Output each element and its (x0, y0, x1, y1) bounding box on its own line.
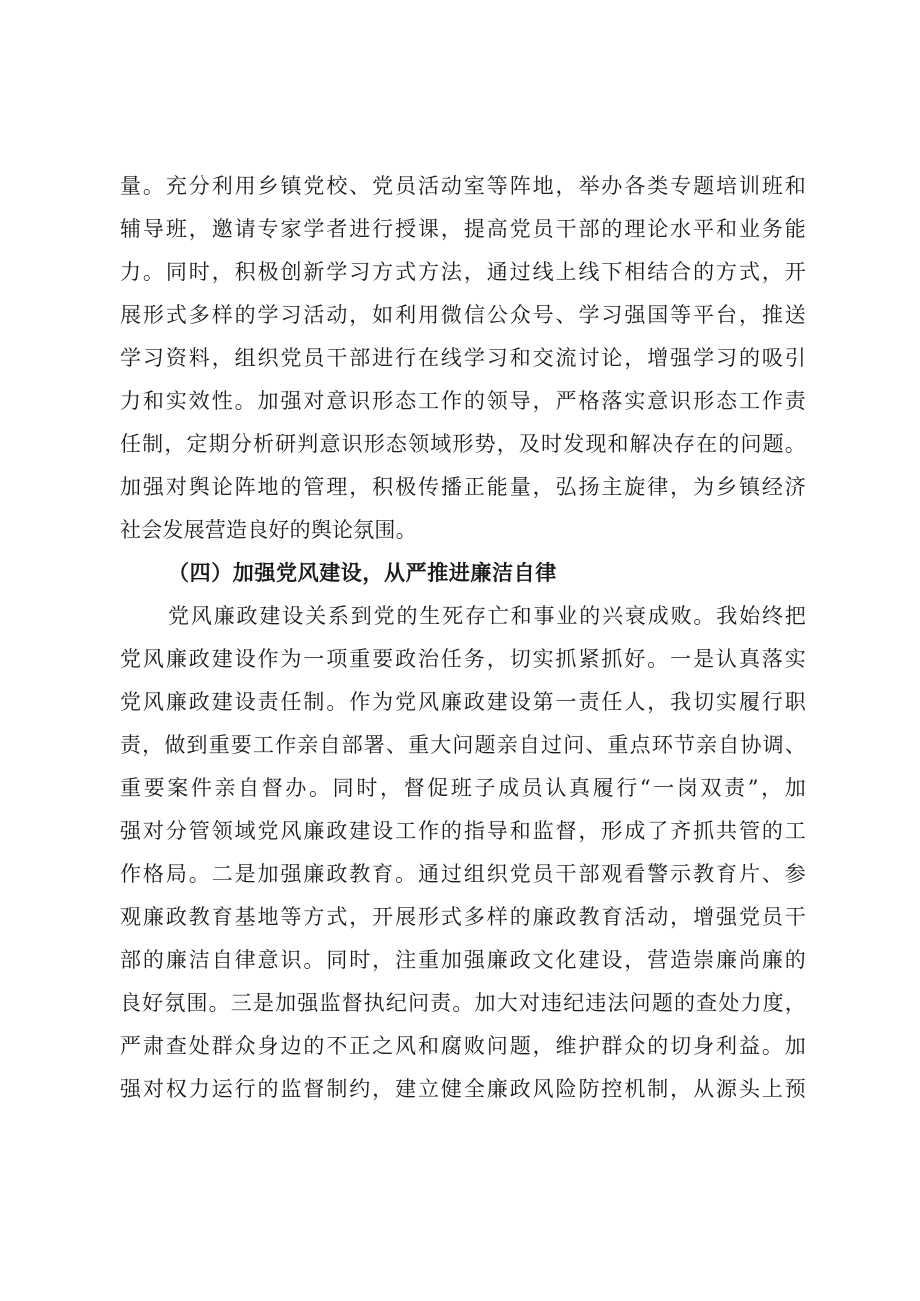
paragraph-line: 严肃查处群众身边的不正之风和腐败问题，维护群众的切身利益。加 (120, 1034, 806, 1058)
paragraph-line: 加强对舆论阵地的管理，积极传播正能量，弘扬主旋律，为乡镇经济 (120, 475, 806, 499)
paragraph-line: 良好氛围。三是加强监督执纪问责。加大对违纪违法问题的查处力度， (120, 991, 806, 1015)
paragraph-line: 辅导班，邀请专家学者进行授课，提高党员干部的理论水平和业务能 (120, 217, 806, 241)
paragraph-line: 作格局。二是加强廉政教育。通过组织党员干部观看警示教育片、参 (120, 862, 806, 886)
paragraph-line: 力和实效性。加强对意识形态工作的领导，严格落实意识形态工作责 (120, 389, 806, 413)
paragraph-line: 党风廉政建设作为一项重要政治任务，切实抓紧抓好。一是认真落实 (120, 647, 806, 671)
paragraph-line: 量。充分利用乡镇党校、党员活动室等阵地，举办各类专题培训班和 (120, 174, 806, 198)
paragraph-line: 党风廉政建设关系到党的生死存亡和事业的兴衰成败。我始终把 (168, 604, 806, 628)
paragraph-line: 任制，定期分析研判意识形态领域形势，及时发现和解决存在的问题。 (120, 432, 806, 456)
paragraph-line: 党风廉政建设责任制。作为党风廉政建设第一责任人，我切实履行职 (120, 690, 806, 714)
paragraph-line: 力。同时，积极创新学习方式方法，通过线上线下相结合的方式，开 (120, 260, 806, 284)
paragraph-line: 强对分管领域党风廉政建设工作的指导和监督，形成了齐抓共管的工 (120, 819, 806, 843)
section-heading: （四）加强党风建设，从严推进廉洁自律 (168, 560, 557, 585)
paragraph-line: 展形式多样的学习活动，如利用微信公众号、学习强国等平台，推送 (120, 303, 806, 327)
paragraph-line: 强对权力运行的监督制约，建立健全廉政风险防控机制，从源头上预 (120, 1077, 806, 1101)
paragraph-line: 重要案件亲自督办。同时，督促班子成员认真履行“一岗双责”，加 (120, 776, 806, 800)
paragraph-line: 学习资料，组织党员干部进行在线学习和交流讨论，增强学习的吸引 (120, 346, 806, 370)
paragraph-line: 观廉政教育基地等方式，开展形式多样的廉政教育活动，增强党员干 (120, 905, 806, 929)
paragraph-line: 责，做到重要工作亲自部署、重大问题亲自过问、重点环节亲自协调、 (120, 733, 806, 757)
paragraph-line: 部的廉洁自律意识。同时，注重加强廉政文化建设，营造崇廉尚廉的 (120, 948, 806, 972)
paragraph-line: 社会发展营造良好的舆论氛围。 (120, 518, 417, 542)
